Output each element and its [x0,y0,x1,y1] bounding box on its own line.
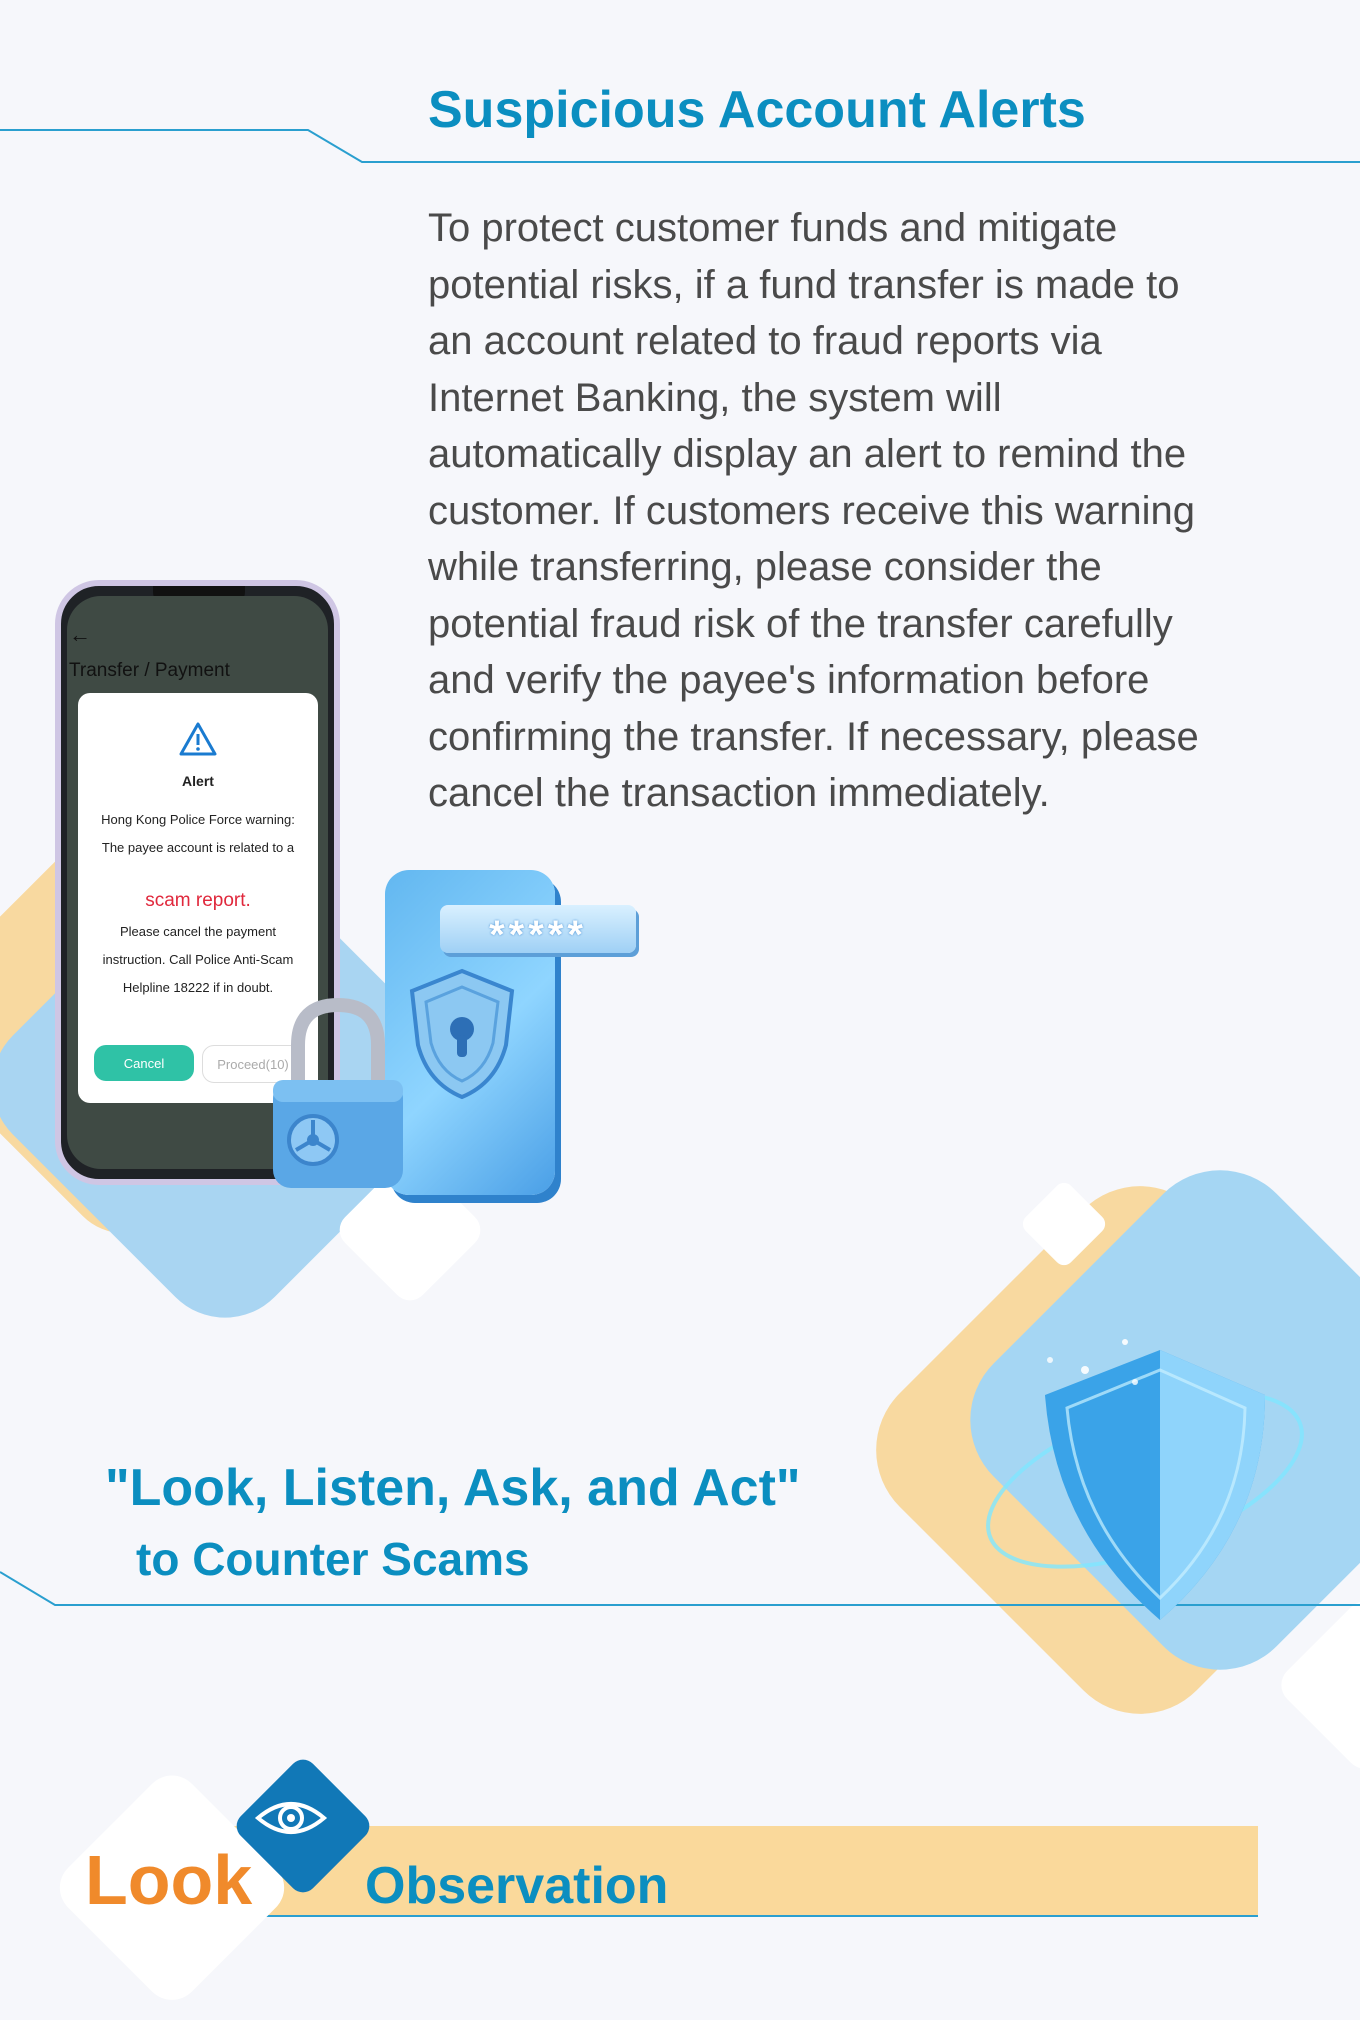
scam-report-highlight: scam report. [145,890,251,911]
screen-header: Transfer / Payment [69,660,230,681]
warning-icon [178,721,218,757]
protection-shield-icon [975,1320,1315,1640]
eye-icon [254,1796,328,1840]
observation-label: Observation [365,1857,669,1915]
alert-title: Alert [182,773,214,789]
campaign-subtitle: to Counter Scams [136,1533,530,1585]
alert-message: Hong Kong Police Force warning: The payee account is related to a [101,812,295,855]
look-label: Look [85,1841,253,1919]
padlock-icon [268,995,408,1195]
back-arrow-icon[interactable]: ← [69,622,91,647]
password-mask: ***** [489,913,587,957]
password-field [440,905,636,957]
cancel-button[interactable]: Cancel [94,1045,194,1081]
section-description: To protect customer funds and mitigate potential risks, if a fund transfer is made to an account related to fraud reports via Internet Banking, the system will automatically display an alert to remind the customer. If customers receive this warning while transferring, please consider the potential fraud risk of the transfer carefully and verify the payee's information before confirming the transfer. If necessary, please cancel the transaction immediately. [428,206,1199,815]
section-title: Suspicious Account Alerts [428,81,1086,139]
campaign-title: "Look, Listen, Ask, and Act" [105,1459,801,1517]
alert-instruction: Please cancel the payment instruction. Call Police Anti-Scam Helpline 18222 if in doubt. [102,924,294,995]
proceed-button[interactable]: Proceed(10) [202,1045,304,1083]
shield-keyhole-icon [402,965,522,1105]
